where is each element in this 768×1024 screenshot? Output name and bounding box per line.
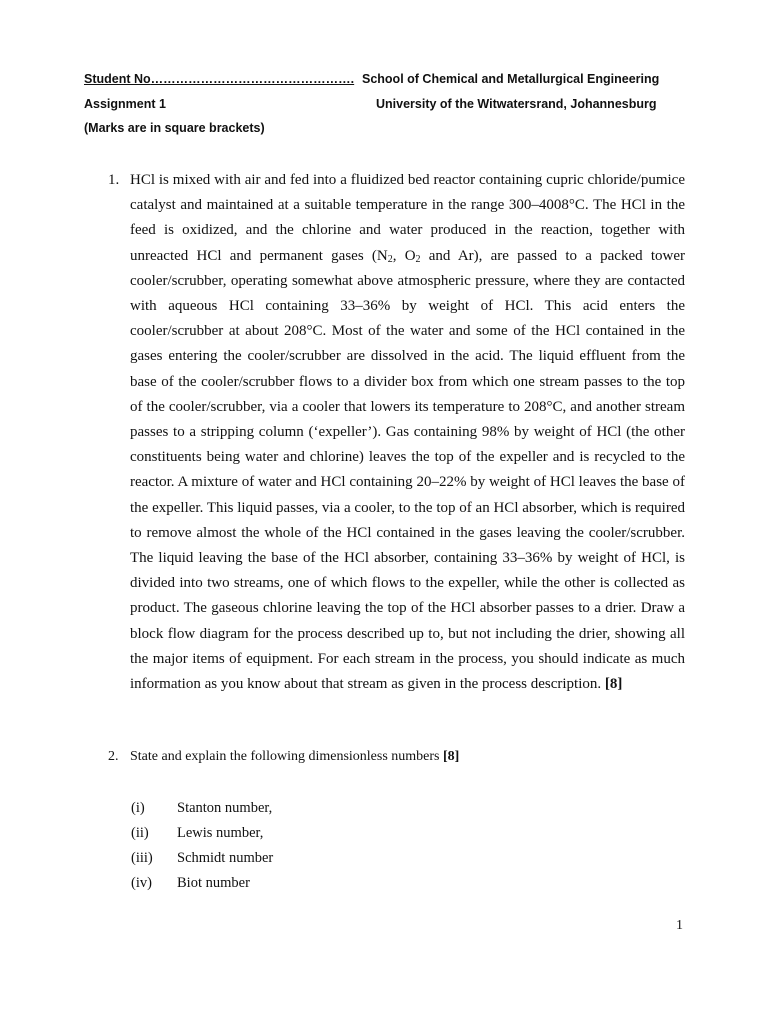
page-number: 1 bbox=[676, 918, 683, 933]
question-1-text-part-c: and Ar), are passed to a packed tower cooler/scrubber, operating somewhat above atmospheric pressure, where they are contacted with aqueous HCl containing 33–36% by weight of HCl. This acid enters the cooler/scrubber at about 208°C. Most of the water and some of the HCl contained in the gases entering the cooler/scrubber are dissolved in the acid. The liquid effluent from the base of the cooler/scrubber flows to a divider box from which one stream passes to the top of the cooler/scrubber, via a cooler that lowers its temperature to 208°C, and another stream passes to a stripping column (‘expeller’). Gas containing 98% by weight of HCl (the other constituents being water and chlorine) leaves the top of the expeller and is recycled to the reactor. A mixture of water and HCl containing 20–22% by weight of HCl leaves the base of the expeller. This liquid passes, via a cooler, to the top of an HCl absorber, which is required to remove almost the whole of the HCl contained in the gases leaving the cooler/scrubber. The liquid leaving the base of the HCl absorber, containing 33–36% by weight of HCl, is divided into two streams, one of which flows to the expeller, while the other is collected as product. The gaseous chlorine leaving the top of the HCl absorber passes to a drier. Draw a block flow diagram for the process described up to, but not including the drier, showing all the major items of equipment. For each stream in the process, you should indicate as much information as you know about that stream as given in the process description. bbox=[130, 247, 685, 693]
question-1 bbox=[108, 168, 685, 697]
list-item-label: Stanton number, bbox=[177, 800, 273, 816]
o2-subscript: 2 bbox=[415, 253, 421, 265]
question-2 bbox=[108, 747, 459, 767]
question-2-marks: [8] bbox=[443, 749, 460, 764]
assignment-title: Assignment 1 bbox=[84, 97, 166, 111]
list-item bbox=[131, 846, 273, 871]
list-item-label: Lewis number, bbox=[177, 825, 264, 841]
question-1-text-part-b: , O bbox=[392, 247, 416, 264]
marks-note: (Marks are in square brackets) bbox=[84, 121, 265, 135]
university-name: University of the Witwatersrand, Johannesburg bbox=[376, 97, 657, 111]
list-item-numeral: (ii) bbox=[131, 825, 149, 841]
question-1-marks: [8] bbox=[604, 676, 623, 693]
question-2-number: 2. bbox=[108, 749, 119, 764]
list-item-numeral: (i) bbox=[131, 800, 145, 816]
n2-subscript: 2 bbox=[387, 253, 393, 265]
question-2-text: State and explain the following dimensionless numbers bbox=[130, 749, 440, 764]
student-number-dots: …………………………………………. bbox=[150, 72, 355, 86]
list-item-label: Schmidt number bbox=[177, 850, 274, 866]
list-item bbox=[131, 871, 273, 896]
question-1-text bbox=[130, 168, 685, 697]
list-item bbox=[131, 796, 273, 821]
student-number-field bbox=[84, 72, 354, 86]
school-name: School of Chemical and Metallurgical Engineering bbox=[362, 72, 660, 86]
list-item bbox=[131, 821, 273, 846]
list-item-numeral: (iii) bbox=[131, 850, 153, 866]
student-number-label: Student No bbox=[84, 72, 151, 86]
question-1-number: 1. bbox=[108, 172, 120, 188]
dimensionless-number-list bbox=[131, 796, 273, 896]
list-item-numeral: (iv) bbox=[131, 875, 152, 891]
list-item-label: Biot number bbox=[177, 875, 250, 891]
question-1-text-part-a: HCl is mixed with air and fed into a fluidized bed reactor containing cupric chloride/pumice catalyst and maintained at a suitable temperature in the range 300–4008°C. The HCl in the feed is oxidized, and the chlorine and water produced in the reaction, together with unreacted HCl and permanent gases (N bbox=[130, 172, 685, 264]
